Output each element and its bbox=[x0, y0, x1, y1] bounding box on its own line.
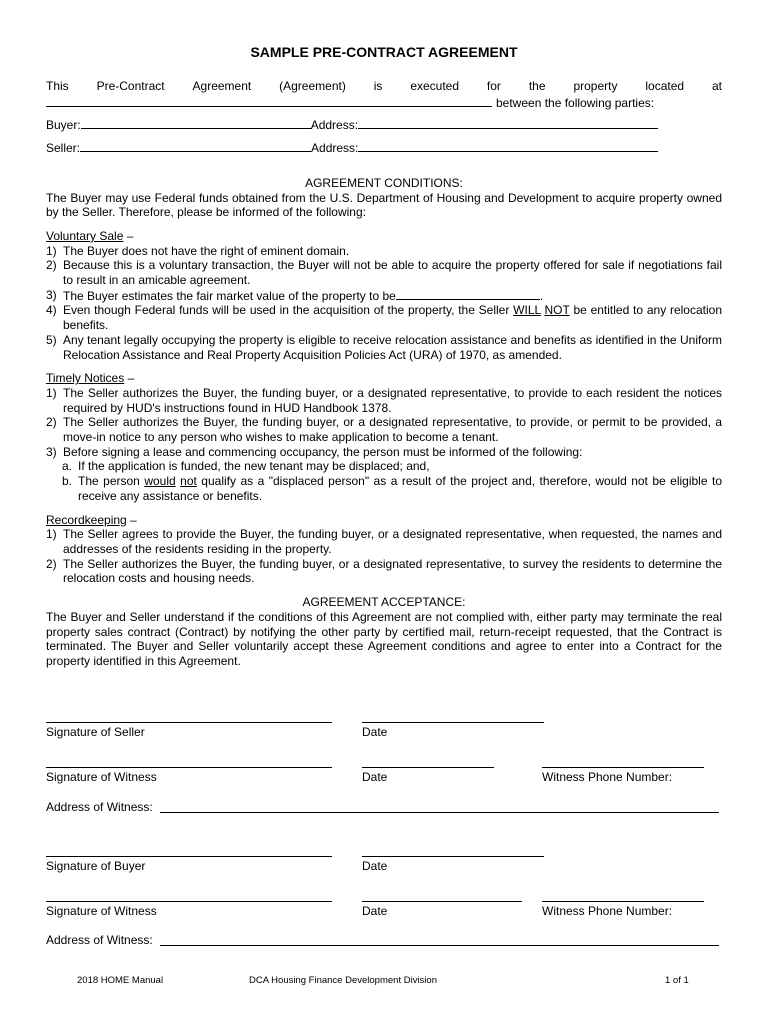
acceptance-text: The Buyer and Seller understand if the conditions of this Agreement are not complied with, either party may terminate the real property sales contract (Contract) by notifying the other party by certified mail, return-receipt requested, that the Contract is terminated. The Buyer and Seller voluntarily accept these Agreement conditions and agree to enter into a Contract for the property identified in this Agreement. bbox=[46, 609, 722, 668]
intro-word: at bbox=[711, 79, 722, 93]
voluntary-sale-list bbox=[46, 244, 722, 363]
title-dash: – bbox=[124, 371, 135, 386]
list-item: 2) Because this is a voluntary transaction, the Buyer will not be able to acquire the property offered for sale if negotiations fail to result in an amicable agreement. bbox=[46, 258, 722, 288]
timely-notices-title bbox=[46, 371, 722, 386]
witness-1-address-label: Address of Witness: bbox=[46, 800, 153, 814]
seller-date-line[interactable] bbox=[362, 722, 544, 723]
footer-left: 2018 HOME Manual bbox=[77, 975, 164, 986]
buyer-signature-line[interactable] bbox=[46, 856, 332, 857]
intro-word: Agreement bbox=[192, 79, 252, 93]
title-dash: – bbox=[126, 512, 137, 527]
list-item: 4) Even though Federal funds will be used in the acquisition of the property, the Seller WILL NOT be entitled to any relocation benefits. bbox=[46, 303, 723, 333]
document-title: SAMPLE PRE-CONTRACT AGREEMENT bbox=[250, 44, 518, 60]
voluntary-sale-section bbox=[46, 229, 722, 362]
witness-1-date-label: Date bbox=[362, 770, 388, 784]
seller-address-label: Address: bbox=[311, 141, 359, 156]
recordkeeping-title-text: Recordkeeping bbox=[46, 512, 127, 527]
footer-center: DCA Housing Finance Development Division bbox=[249, 975, 437, 986]
recordkeeping-section bbox=[46, 513, 722, 587]
list-item-text: Because this is a voluntary transaction, the Buyer will not be able to acquire the property offered for sale if negotiations fail to result in an amicable agreement. bbox=[63, 258, 722, 288]
intro-word: (Agreement) bbox=[279, 79, 346, 93]
intro-word: Pre-Contract bbox=[96, 79, 165, 93]
list-item-text: be entitled to any relocation benefits. bbox=[63, 303, 723, 333]
timely-notices-section bbox=[46, 371, 722, 503]
voluntary-sale-title bbox=[46, 229, 722, 244]
witness-1-phone-label: Witness Phone Number: bbox=[542, 770, 673, 784]
sub-list-item: a. If the application is funded, the new tenant may be displaced; and, bbox=[62, 459, 430, 474]
list-item: 3) The Buyer estimates the fair market value of the property to be . bbox=[46, 287, 544, 303]
voluntary-sale-title-text: Voluntary Sale bbox=[46, 228, 124, 243]
list-item-text: The Seller authorizes the Buyer, the funding buyer, or a designated representative, to provide, or permit to be provided, a move-in notice to any person who wishes to make application to become a tenant. bbox=[63, 415, 722, 445]
seller-signature-label: Signature of Seller bbox=[46, 725, 145, 739]
list-item-text: The Seller authorizes the Buyer, the funding buyer, or a designated representative, to provide to each resident the notices required by HUD's instructions found in HUD Handbook 1378. bbox=[63, 385, 722, 415]
witness-1-phone-line[interactable] bbox=[542, 767, 704, 768]
seller-row bbox=[46, 139, 722, 156]
property-address-blank[interactable] bbox=[46, 94, 492, 107]
sub-list-item: b. The person would not qualify as a "displaced person" as a result of the project and, therefore, would not be eligible to receive any assistance or benefits. bbox=[62, 474, 722, 503]
timely-notices-title-text: Timely Notices bbox=[46, 371, 125, 386]
emphasis-will: WILL bbox=[513, 303, 541, 318]
witness-1-signature-label: Signature of Witness bbox=[46, 770, 157, 784]
witness-2-address-label: Address of Witness: bbox=[46, 933, 153, 947]
list-item: 2) The Seller authorizes the Buyer, the funding buyer, or a designated representative, to provide, or permit to be provided, a move-in notice to any person who wishes to make application to become a tenant. bbox=[46, 415, 722, 445]
intro-line-2 bbox=[46, 94, 722, 111]
buyer-label: Buyer: bbox=[46, 118, 81, 133]
intro-word: is bbox=[373, 79, 383, 93]
intro-word: the bbox=[528, 79, 546, 93]
seller-address-blank[interactable] bbox=[358, 139, 658, 152]
list-item-text: Even though Federal funds will be used in the acquisition of the property, the Seller bbox=[63, 303, 510, 318]
intro-tail: between the following parties: bbox=[496, 95, 655, 110]
witness-2-address-line[interactable] bbox=[160, 945, 719, 946]
intro-word: This bbox=[46, 79, 69, 93]
list-item: 3) Before signing a lease and commencing occupancy, the person must be informed of the following: bbox=[46, 444, 583, 459]
sub-item-text: qualify as a "displaced person" as a result of the project and, therefore, would not be eligible to receive any assistance or benefits. bbox=[78, 474, 722, 503]
buyer-address-label: Address: bbox=[310, 118, 359, 133]
conditions-heading: AGREEMENT CONDITIONS: bbox=[305, 175, 463, 190]
witness-1-address-line[interactable] bbox=[160, 812, 719, 813]
list-item-text: Before signing a lease and commencing occupancy, the person must be informed of the following: bbox=[63, 444, 583, 459]
list-item-text: The Seller agrees to provide the Buyer, the funding buyer, or a designated representative, when requested, the names and addresses of the residents residing in the property. bbox=[63, 527, 722, 556]
intro-paragraph bbox=[46, 79, 722, 110]
witness-2-signature-label: Signature of Witness bbox=[46, 904, 157, 918]
emphasis-not: NOT bbox=[544, 303, 570, 318]
list-item: 2) The Seller authorizes the Buyer, the funding buyer, or a designated representative, to survey the residents to determine the relocation costs and housing needs. bbox=[46, 556, 722, 586]
seller-signature-line[interactable] bbox=[46, 722, 332, 723]
recordkeeping-list bbox=[46, 527, 722, 586]
buyer-row bbox=[46, 116, 722, 133]
witness-2-date-label: Date bbox=[362, 904, 388, 918]
list-item-text: The Buyer does not have the right of eminent domain. bbox=[63, 243, 350, 258]
acceptance-heading: AGREEMENT ACCEPTANCE: bbox=[302, 595, 466, 610]
parties-block bbox=[46, 116, 722, 155]
timely-notices-list bbox=[46, 386, 722, 460]
sub-item-text: If the application is funded, the new tenant may be displaced; and, bbox=[78, 459, 430, 474]
list-item-text: The Buyer estimates the fair market value of the property to be bbox=[63, 288, 396, 303]
emphasis-would: would bbox=[144, 474, 176, 489]
witness-1-signature-line[interactable] bbox=[46, 767, 332, 768]
title-dash: – bbox=[123, 228, 134, 243]
sub-list bbox=[62, 459, 722, 503]
buyer-signature-label: Signature of Buyer bbox=[46, 859, 146, 873]
intro-word: located bbox=[645, 79, 685, 93]
buyer-name-blank[interactable] bbox=[81, 116, 311, 129]
conditions-intro: The Buyer may use Federal funds obtained from the U.S. Department of Housing and Development to acquire property owned by the Seller. Therefore, please be informed of the following: bbox=[46, 190, 722, 220]
witness-2-date-line[interactable] bbox=[362, 901, 522, 902]
seller-date-label: Date bbox=[362, 725, 388, 739]
witness-2-phone-label: Witness Phone Number: bbox=[542, 904, 673, 918]
recordkeeping-title bbox=[46, 513, 722, 528]
buyer-date-line[interactable] bbox=[362, 856, 544, 857]
period: . bbox=[539, 288, 544, 303]
list-item-text: Any tenant legally occupying the property is eligible to receive relocation assistance and benefits as identified in the Uniform Relocation Assistance and Real Property Acquisition Policies Act (URA) of 1970, as amended. bbox=[63, 332, 722, 362]
seller-name-blank[interactable] bbox=[80, 139, 311, 152]
fair-market-value-blank[interactable] bbox=[396, 288, 540, 300]
seller-label: Seller: bbox=[46, 141, 81, 156]
witness-2-signature-line[interactable] bbox=[46, 901, 332, 902]
buyer-address-blank[interactable] bbox=[358, 116, 658, 129]
list-item: 1) The Seller authorizes the Buyer, the funding buyer, or a designated representative, to provide to each resident the notices required by HUD's instructions found in HUD Handbook 1378. bbox=[46, 385, 722, 415]
intro-word: for bbox=[486, 79, 501, 93]
list-item-text: The Seller authorizes the Buyer, the funding buyer, or a designated representative, to survey the residents to determine the relocation costs and housing needs. bbox=[63, 556, 722, 586]
list-item: 1) The Seller agrees to provide the Buyer, the funding buyer, or a designated representative, when requested, the names and addresses of the residents residing in the property. bbox=[46, 527, 722, 556]
emphasis-not: not bbox=[180, 474, 197, 489]
footer-page-number: 1 of 1 bbox=[665, 975, 689, 986]
intro-word: executed bbox=[410, 79, 460, 93]
intro-word: property bbox=[573, 79, 618, 93]
list-item: 1) The Buyer does not have the right of eminent domain. bbox=[46, 243, 350, 258]
intro-line-1 bbox=[46, 79, 722, 94]
sub-item-text: The person bbox=[78, 474, 140, 489]
list-item: 5) Any tenant legally occupying the property is eligible to receive relocation assistance and benefits as identified in the Uniform Relocation Assistance and Real Property Acquisition Policies Act (URA) of 1970, as amended. bbox=[46, 332, 722, 362]
buyer-date-label: Date bbox=[362, 859, 388, 873]
witness-2-phone-line[interactable] bbox=[542, 901, 704, 902]
witness-1-date-line[interactable] bbox=[362, 767, 494, 768]
